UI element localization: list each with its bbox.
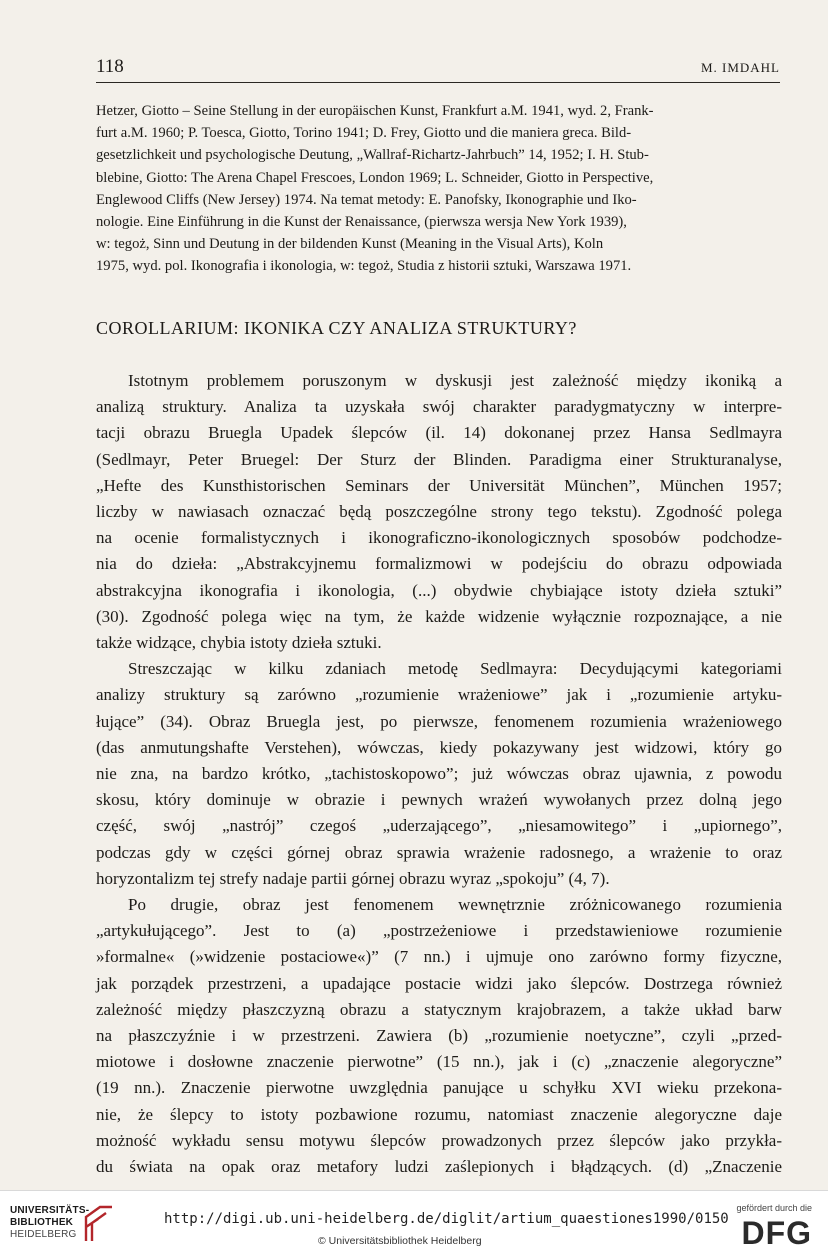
library-name-line: HEIDELBERG xyxy=(10,1229,77,1240)
body-line: łujące” (34). Obraz Bruegla jest, po pierwsze, fenomenem rozumienia wrażeniowego xyxy=(96,711,782,731)
bib-line: nologie. Eine Einführung in die Kunst der Renaissance, (pierwsza wersja New York 1939), xyxy=(96,214,627,231)
body-text xyxy=(96,368,782,1180)
body-line: abstrakcyjna ikonografia i ikonologia, (...) obydwie chybiające istoty dzieła sztuki” xyxy=(96,580,782,600)
body-line: analizą struktury. Analiza ta uzyskała swój charakter paradygmatyczny w interpre- xyxy=(96,397,782,417)
bibliography-note xyxy=(96,100,782,278)
body-line: tacji obrazu Bruegla Upadek ślepców (il. 14) dokonanej przez Hansa Sedlmayra xyxy=(96,423,782,443)
body-line: nie zna, na bardzo krótko, „tachistoskopowo”; już wówczas obraz ujawnia, z powodu xyxy=(96,764,782,784)
body-line: Streszczając w kilku zdaniach metodę Sedlmayra: Decydującymi kategoriami xyxy=(128,659,782,679)
body-line: nie, że ślepcy to istoty pozbawione rozumu, natomiast znaczenie alegoryczne daje xyxy=(96,1104,782,1124)
section-title: COROLLARIUM: IKONIKA CZY ANALIZA STRUKTURY? xyxy=(96,318,577,338)
body-line: »formalne« (»widzenie postaciowe«)” (7 nn.) i ujmuje ono zarówno formy fizyczne, xyxy=(96,947,782,967)
body-line: du świata na opak oraz metafory ludzi zaślepionych i błądzących. (d) „Znaczenie xyxy=(96,1157,782,1177)
page-number: 118 xyxy=(96,56,124,77)
body-line: skosu, który dominuje w obrazie i pewnych wrażeń wywołanych przez dolną jego xyxy=(96,790,782,810)
body-line: (Sedlmayr, Peter Bruegel: Der Sturz der Blinden. Paradigma einer Strukturanalyse, xyxy=(96,449,782,469)
body-line: nia do dzieła: „Abstrakcyjnemu formalizmowi w podejściu do obrazu odpowiada xyxy=(96,554,782,574)
body-line: (das anmutungshafte Verstehen), wówczas, kiedy pokazywany jest widzowi, który go xyxy=(96,737,782,757)
body-line: analizy struktury są zarówno „rozumienie wrażeniowe” jak i „rozumienie artyku- xyxy=(96,685,782,705)
library-name-line: UNIVERSITÄTS- xyxy=(10,1205,90,1216)
body-line: na płaszczyźnie i w przestrzeni. Zawiera (b) „rozumienie noetyczne”, czyli „przed- xyxy=(96,1026,782,1046)
body-line: część, swój „nastrój” czegoś „uderzającego”, „niesamowitego” i „upiornego”, xyxy=(96,816,782,836)
body-line: także widzące, chybia istoty dzieła sztuki. xyxy=(96,633,382,653)
bib-line: gesetzlichkeit und psychologische Deutung, „Wallraf-Richartz-Jahrbuch” 14, 1952; I. H. Stub- xyxy=(96,147,649,164)
body-line: jak porządek przestrzeni, a upadające postacie widzi jako ślepców. Dostrzega również xyxy=(96,973,782,993)
body-line: miotowe i dosłowne znaczenie pierwotne” (15 nn.), jak i (c) „znaczenie alegoryczne” xyxy=(96,1052,782,1072)
library-name-line: BIBLIOTHEK xyxy=(10,1217,74,1228)
body-line: Istotnym problemem poruszonym w dyskusji jest zależność między ikoniką a xyxy=(128,371,782,390)
library-logo[interactable] xyxy=(10,1205,89,1241)
bib-line: blebine, Giotto: The Arena Chapel Frescoes, London 1969; L. Schneider, Giotto in Perspective, xyxy=(96,169,654,186)
body-line: liczby w nawiasach oznaczać będą poszczególne strony tego tekstu). Zgodność polega xyxy=(96,502,782,522)
bib-line: Englewood Cliffs (New Jersey) 1974. Na temat metody: E. Panofsky, Ikonographie und Iko- xyxy=(96,191,637,208)
body-line: Po drugie, obraz jest fenomenem wewnętrznie zróżnicowanego rozumienia xyxy=(128,895,782,915)
viewer-footer xyxy=(0,1190,828,1257)
body-line: „artykułującego”. Jest to (a) „postrzeżeniowe i przedstawieniowe rozumienie xyxy=(96,921,782,941)
bib-line: 1975, wyd. pol. Ikonografia i ikonologia, w: tegoż, Studia z historii sztuki, Warszawa 1971. xyxy=(96,258,632,275)
page-url-link[interactable]: http://digi.ub.uni-heidelberg.de/diglit/artium_quaestiones1990/0150 xyxy=(164,1211,729,1227)
body-line: horyzontalizm tej strefy nadaje partii górnej obrazu wyraz „spokoju” (4, 7). xyxy=(96,868,610,888)
library-emblem-icon xyxy=(80,1203,116,1243)
dfg-logo[interactable]: DFG xyxy=(741,1215,812,1251)
running-head: M. IMDAHL xyxy=(700,60,780,75)
bib-line: w: tegoż, Sinn und Deutung in der bildenden Kunst (Meaning in the Visual Arts), Koln xyxy=(96,236,604,253)
bib-line: Hetzer, Giotto – Seine Stellung in der europäischen Kunst, Frankfurt a.M. 1941, wyd. 2, Frank- xyxy=(96,103,654,119)
body-line: „Hefte des Kunsthistorischen Seminars der Universität München”, München 1957; xyxy=(96,475,782,495)
body-line: na ocenie formalistycznych i ikonograficzno-ikonologicznych sposobów podchodze- xyxy=(96,528,782,548)
page-header xyxy=(96,54,780,83)
body-line: zależność między płaszczyzną obrazu a statycznym krajobrazem, a także układ barw xyxy=(96,999,782,1019)
body-line: (19 nn.). Znaczenie pierwotne uwzględnia panujące u schyłku XVI wieku przekona- xyxy=(96,1078,782,1098)
body-line: (30). Zgodność polega więc na tym, że każde widzenie wyłącznie rozpoznające, a nie xyxy=(96,606,782,626)
body-line: możność wykładu sensu motywu ślepców prowadzonych przez ślepców jako przykła- xyxy=(96,1130,782,1150)
bib-line: furt a.M. 1960; P. Toesca, Giotto, Torino 1941; D. Frey, Giotto und die maniera greca. Bild- xyxy=(96,125,632,142)
funding-note: gefördert durch die xyxy=(736,1203,812,1213)
body-line: podczas gdy w części górnej obraz sprawia wrażenie radosnego, a wrażenie to oraz xyxy=(96,842,782,862)
copyright-note: © Universitätsbibliothek Heidelberg xyxy=(318,1235,482,1247)
